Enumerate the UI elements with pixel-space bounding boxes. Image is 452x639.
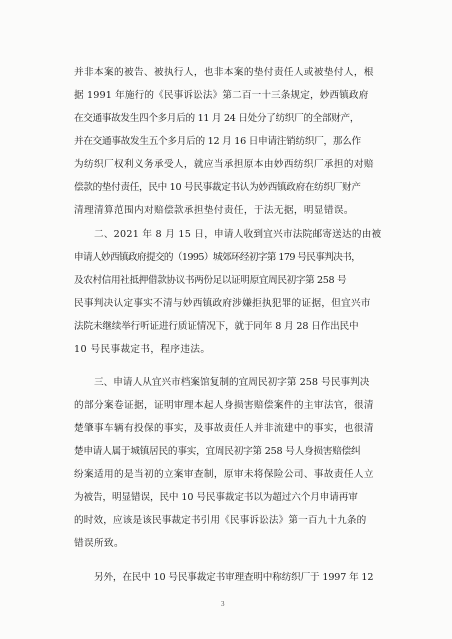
text-line: 二、2021 年 8 月 15 日，申请人收到宜兴市法院邮寄送达的由被 xyxy=(94,229,382,240)
text-line: 并在交通事故发生五个多月后的 12 月 16 日申请注销纺织厂，那么作 xyxy=(74,136,361,147)
text-line: 另外，在民中 10 号民事裁定书审理查明中称纺织厂于 1997 年 12 xyxy=(94,572,374,583)
text-line: 偿款的垫付责任，民中 10 号民事裁定书认为妙西镇政府在纺织厂财产 xyxy=(74,182,361,193)
text-line: 并非本案的被告、被执行人，也非本案的垫付责任人或被垫付人，根 xyxy=(74,67,374,78)
page-number: 3 xyxy=(221,600,225,608)
text-line: 清理清算范围内对赔偿款承担垫付责任，于法无据，明显错误。 xyxy=(74,205,354,216)
text-line: 10 号民事裁定书，程序违法。 xyxy=(74,344,211,355)
text-line: 三、申请人从宜兴市档案馆复制的宜周民初字第 258 号民事判决 xyxy=(94,377,370,388)
text-line: 法院未继续举行听证进行质证情况下，就于同年 8 月 28 日作出民中 xyxy=(74,321,359,332)
text-line: 申请人妙西镇政府提交的（1995）城郊环经初字第 179 号民事判决书， xyxy=(74,252,361,263)
text-line: 纷案适用的是当初的立案审查制，原审未将保险公司、事故责任人立 xyxy=(74,469,374,480)
text-line: 及农村信用社抵押借款协议书两份足以证明原宜周民初字第 258 号 xyxy=(74,275,347,286)
text-line: 为被告，明显错误，民中 10 号民事裁定书以为超过六个月申请再审 xyxy=(74,492,358,503)
text-line: 的部分案卷证据，证明审理本起人身损害赔偿案件的主审法官，很清 xyxy=(74,400,374,411)
text-line: 楚申请人属于城镇居民的事实，宜周民初字第 258 号人身损害赔偿纠 xyxy=(74,446,361,457)
text-line: 错误所致。 xyxy=(74,538,124,549)
text-line: 民事判决认定事实不清与妙西镇政府涉嫌拒执犯罪的证据，但宜兴市 xyxy=(74,298,371,309)
text-line: 据 1991 年施行的《民事诉讼法》第二百一十三条规定，妙西镇政府 xyxy=(74,90,369,101)
text-line: 的时效，应该是该民事裁定书引用《民事诉讼法》第一百九十九条的 xyxy=(74,515,367,526)
text-line: 为纺织厂权利义务承受人，就应当承担原本由妙西纺织厂承担的对赔 xyxy=(74,159,374,170)
text-line: 在交通事故发生四个多月后的 11 月 24 日处分了纺织厂的全部财产， xyxy=(74,113,360,124)
text-line: 楚肇事车辆有投保的事实，及事故责任人并非流建中的事实，也很清 xyxy=(74,423,374,434)
